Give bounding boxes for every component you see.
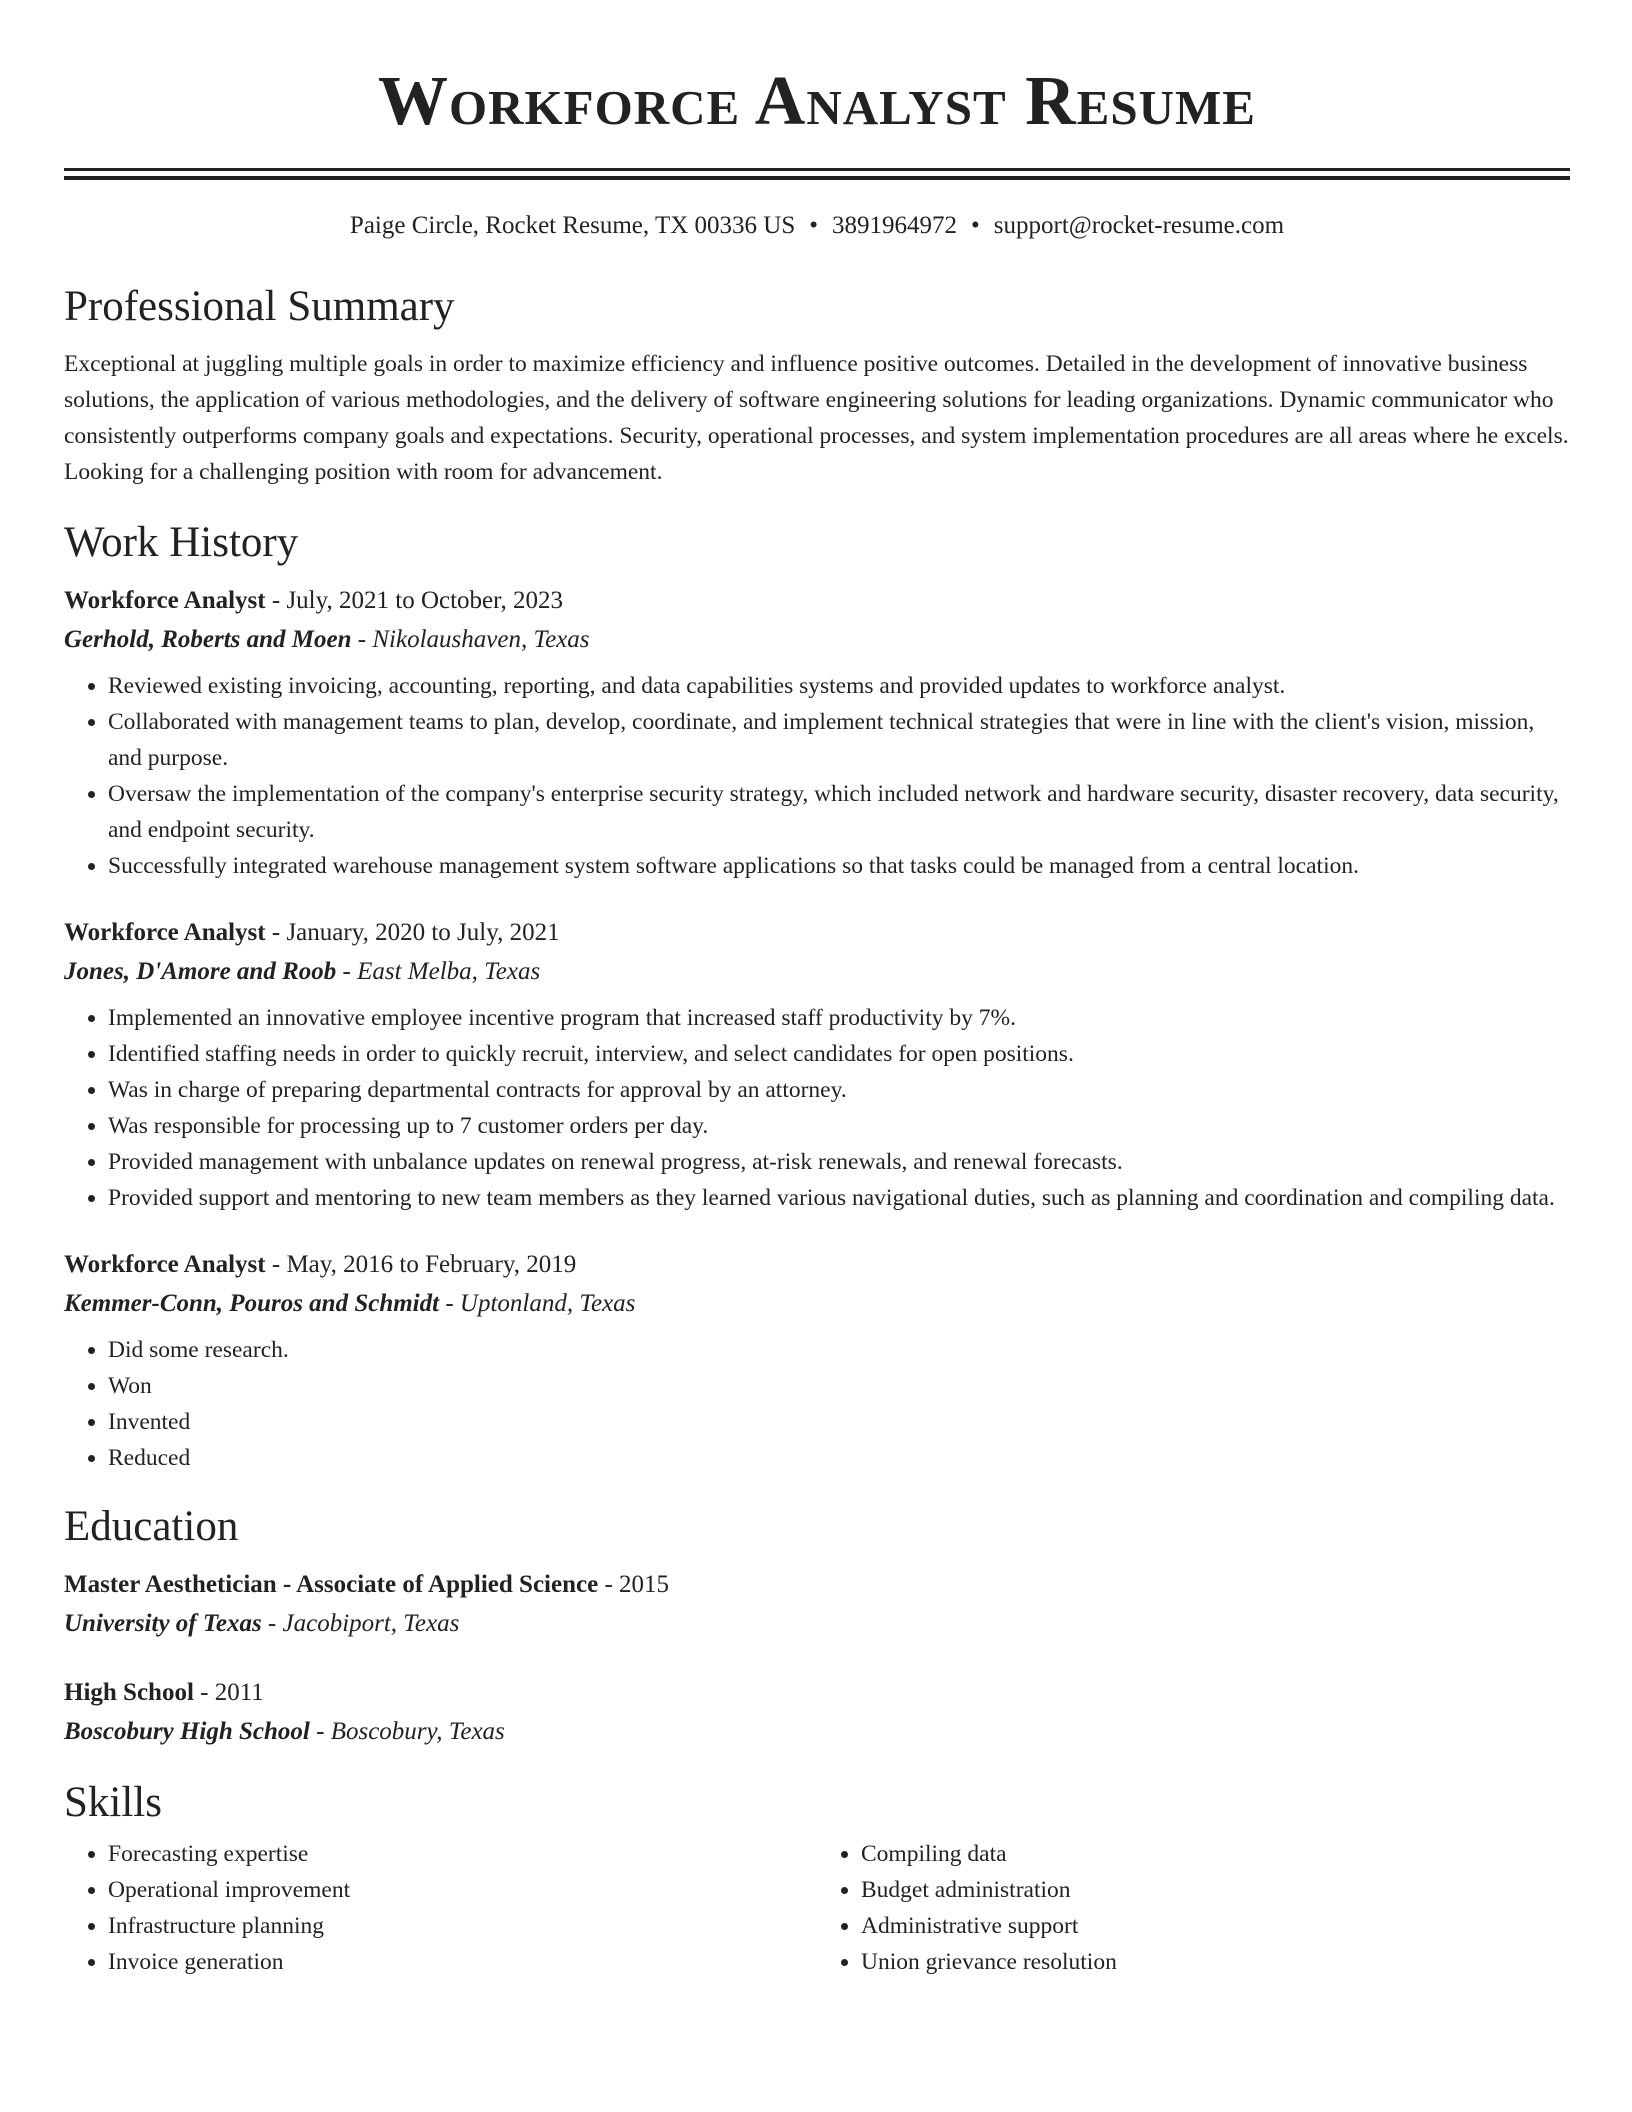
title-divider	[64, 168, 1570, 180]
job-bullets	[64, 668, 1570, 884]
education-degree: High School	[64, 1679, 194, 1706]
job-title-line	[64, 1246, 1570, 1284]
skill-item: • Operational improvement	[108, 1872, 817, 1908]
job-location: - Nikolaushaven, Texas	[351, 626, 590, 653]
summary-text: Exceptional at juggling multiple goals in order to maximize efficiency and influence positive outcomes. Detailed in the development of innovative business solutions, the application of various methodologies, and the delivery of software engineering solutions for leading organizations. Dynamic communicator who consistently outperforms company goals and expectations. Security, operational processes, and system implementation procedures are all areas where he excels. Looking for a challenging position with room for advancement.	[64, 351, 1569, 485]
job-bullet: • Provided management with unbalance updates on renewal progress, at-risk renewals, and renewal forecasts.	[108, 1144, 1570, 1180]
job-bullet: • Invented	[108, 1404, 1570, 1440]
job-bullet: • Oversaw the implementation of the company's enterprise security strategy, which included network and hardware security, disaster recovery, data security, and endpoint security.	[108, 776, 1570, 848]
skills-columns	[64, 1836, 1570, 1980]
education-year: - 2011	[193, 1679, 264, 1706]
education-school: Boscobury High School	[64, 1718, 310, 1745]
skill-item: • Compiling data	[861, 1836, 1570, 1872]
contact-line	[64, 210, 1570, 242]
skills-list-left	[64, 1836, 817, 1980]
contact-email: support@rocket-resume.com	[993, 212, 1285, 239]
job-location: - Uptonland, Texas	[439, 1290, 636, 1317]
job-bullet: • Reduced	[108, 1440, 1570, 1476]
skill-item: • Infrastructure planning	[108, 1908, 817, 1944]
education-heading: Education	[64, 1503, 239, 1550]
job-title: Workforce Analyst	[64, 919, 266, 946]
job-company: Gerhold, Roberts and Moen	[64, 626, 352, 653]
education-school: University of Texas	[64, 1610, 262, 1637]
job-bullet: • Implemented an innovative employee incentive program that increased staff productivity by 7%.	[108, 1000, 1570, 1036]
education-degree-line	[64, 1566, 1570, 1604]
education-year: - 2015	[598, 1571, 670, 1598]
summary-heading: Professional Summary	[64, 283, 455, 330]
job-location: - East Melba, Texas	[336, 958, 541, 985]
job-bullets	[64, 1332, 1570, 1476]
skills-list-right	[817, 1836, 1570, 1980]
job-bullet: • Reviewed existing invoicing, accounting, reporting, and data capabilities systems and provided updates to workforce analyst.	[108, 668, 1570, 704]
skill-item: • Budget administration	[861, 1872, 1570, 1908]
job-bullet: • Was in charge of preparing departmental contracts for approval by an attorney.	[108, 1072, 1570, 1108]
contact-separator: •	[809, 212, 818, 239]
job-entry	[64, 914, 1570, 1216]
education-entry	[64, 1566, 1570, 1644]
skill-item: • Forecasting expertise	[108, 1836, 817, 1872]
job-company-line	[64, 1284, 1570, 1324]
work-history-heading: Work History	[64, 519, 299, 566]
job-bullet: • Won	[108, 1368, 1570, 1404]
job-bullet: • Identified staffing needs in order to quickly recruit, interview, and select candidates for open positions.	[108, 1036, 1570, 1072]
job-bullet: • Collaborated with management teams to plan, develop, coordinate, and implement technical strategies that were in line with the client's vision, mission, and purpose.	[108, 704, 1570, 776]
job-bullet: • Provided support and mentoring to new team members as they learned various navigational duties, such as planning and coordination and compiling data.	[108, 1180, 1570, 1216]
job-title-line	[64, 582, 1570, 620]
job-company-line	[64, 952, 1570, 992]
resume-page	[64, 0, 1570, 1980]
contact-address: Paige Circle, Rocket Resume, TX 00336 US	[349, 212, 796, 239]
job-dates: - July, 2021 to October, 2023	[265, 587, 563, 614]
education-school-line	[64, 1712, 1570, 1752]
skills-heading: Skills	[64, 1779, 162, 1826]
contact-phone: 3891964972	[832, 212, 957, 239]
education-entry	[64, 1674, 1570, 1752]
job-title: Workforce Analyst	[64, 587, 266, 614]
job-dates: - May, 2016 to February, 2019	[265, 1251, 577, 1278]
job-title-line	[64, 914, 1570, 952]
job-title: Workforce Analyst	[64, 1251, 266, 1278]
job-company: Jones, D'Amore and Roob	[64, 958, 337, 985]
job-company: Kemmer-Conn, Pouros and Schmidt	[64, 1290, 440, 1317]
job-entry	[64, 1246, 1570, 1476]
skill-item: • Union grievance resolution	[861, 1944, 1570, 1980]
job-bullet: • Was responsible for processing up to 7 customer orders per day.	[108, 1108, 1570, 1144]
education-location: - Boscobury, Texas	[309, 1718, 505, 1745]
job-bullet: • Did some research.	[108, 1332, 1570, 1368]
resume-title: Workforce Analyst Resume	[378, 63, 1256, 140]
education-school-line	[64, 1604, 1570, 1644]
job-bullets	[64, 1000, 1570, 1216]
job-dates: - January, 2020 to July, 2021	[265, 919, 560, 946]
job-company-line	[64, 620, 1570, 660]
skill-item: • Administrative support	[861, 1908, 1570, 1944]
job-entry	[64, 582, 1570, 884]
education-degree-line	[64, 1674, 1570, 1712]
contact-separator: •	[971, 212, 980, 239]
skill-item: • Invoice generation	[108, 1944, 817, 1980]
education-location: - Jacobiport, Texas	[261, 1610, 460, 1637]
job-bullet: • Successfully integrated warehouse management system software applications so that tasks could be managed from a central location.	[108, 848, 1570, 884]
education-degree: Master Aesthetician - Associate of Applied Science	[64, 1571, 599, 1598]
